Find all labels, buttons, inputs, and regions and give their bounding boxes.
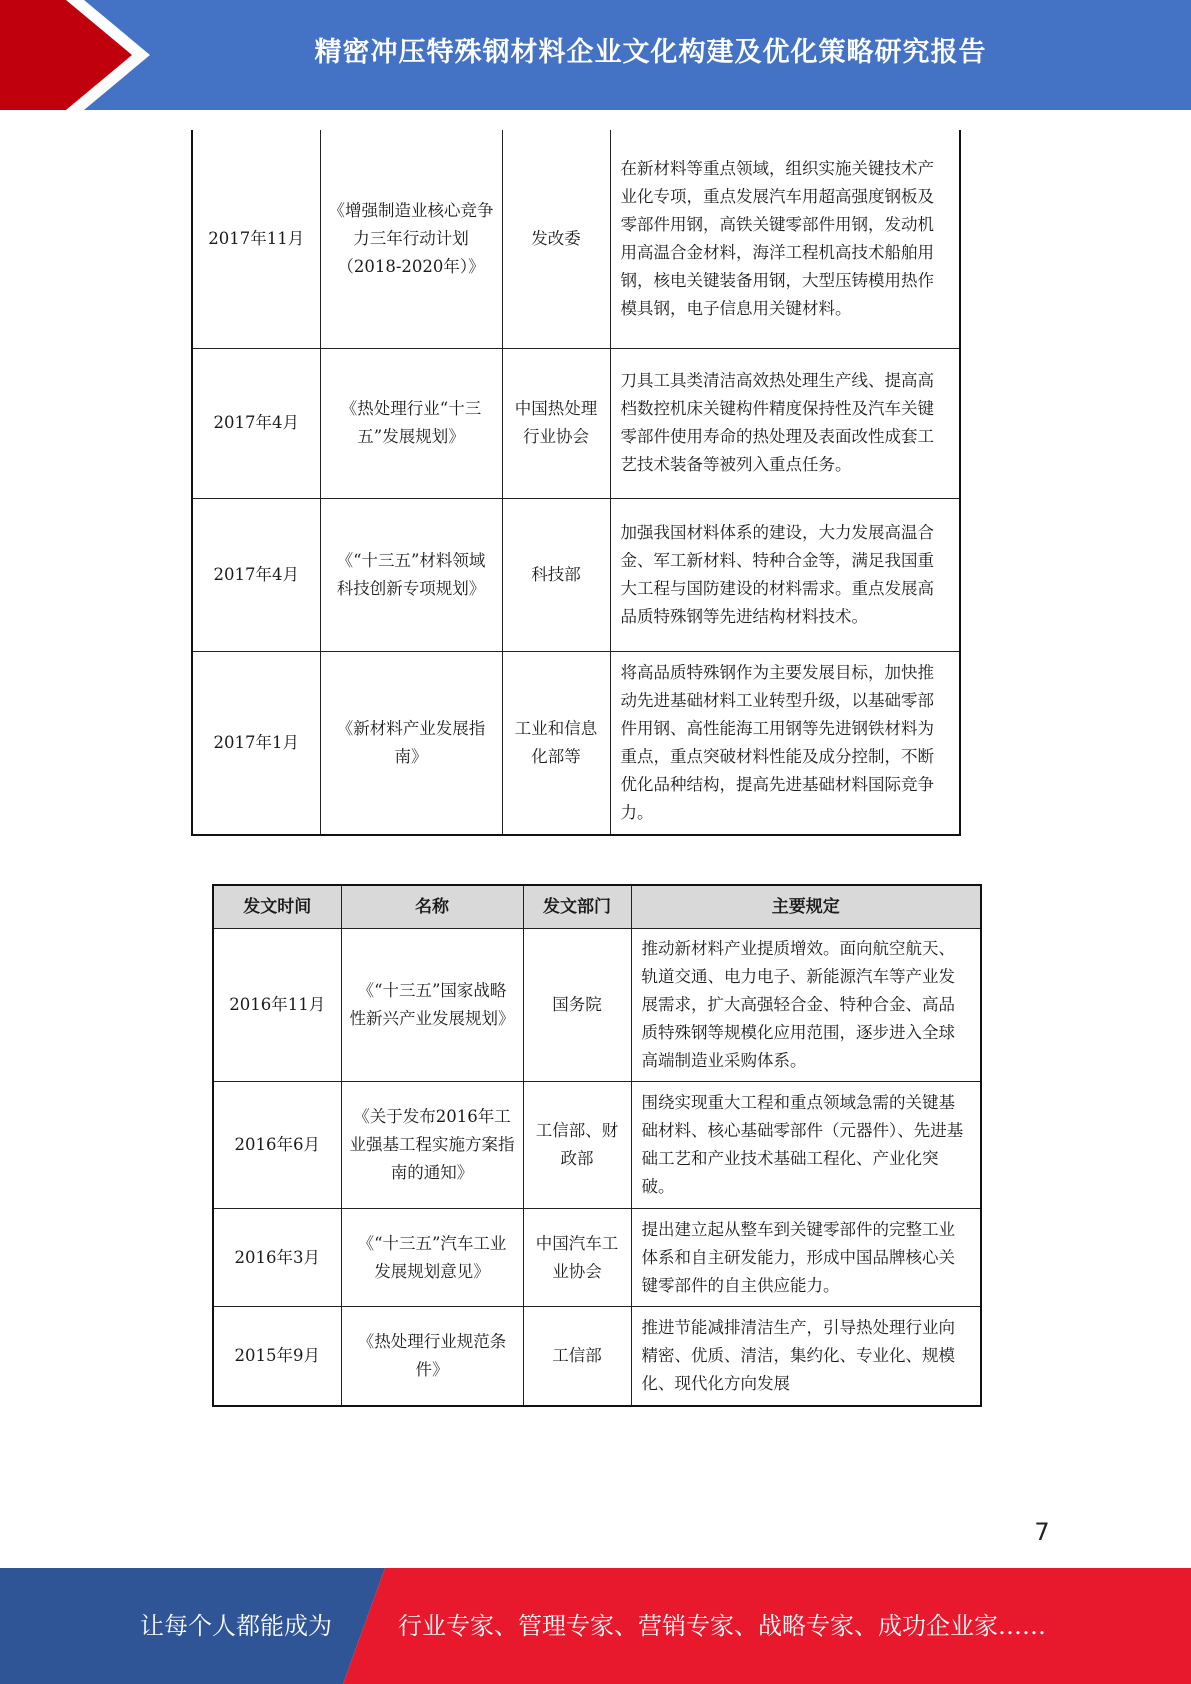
issuing-department: 工信部、财政部 [523,1082,631,1209]
header-document-name: 名称 [341,885,523,929]
table-header-row [213,885,981,929]
table-row [213,1082,981,1209]
issue-date: 2017年4月 [192,348,320,498]
main-provisions: 推进节能减排清洁生产，引导热处理行业向精密、优质、清洁，集约化、专业化、规模化、现代化方向发展 [631,1307,981,1406]
issue-date: 2017年11月 [192,130,320,348]
main-provisions: 提出建立起从整车到关键零部件的完整工业体系和自主研发能力，形成中国品牌核心关键零部件的自主供应能力。 [631,1209,981,1307]
main-provisions: 围绕实现重大工程和重点领域急需的关键基础材料、核心基础零部件（元器件）、先进基础工艺和产业技术基础工程化、产业化突破。 [631,1082,981,1209]
document-name: 《热处理行业规范条件》 [341,1307,523,1406]
issue-date: 2016年3月 [213,1209,341,1307]
document-name: 《热处理行业“十三五”发展规划》 [320,348,502,498]
header-arrow [0,0,132,110]
issuing-department: 中国热处理行业协会 [502,348,610,498]
header-title: 精密冲压特殊钢材料企业文化构建及优化策略研究报告 [314,37,987,68]
issuing-department: 工信部 [523,1307,631,1406]
page-number: 7 [1034,1518,1050,1546]
page-footer [0,1568,1191,1684]
footer-slogan-right: 行业专家、管理专家、营销专家、战略专家、成功企业家…… [398,1612,1046,1640]
document-name: 《关于发布2016年工业强基工程实施方案指南的通知》 [341,1082,523,1209]
issue-date: 2016年11月 [213,929,341,1082]
main-provisions: 推动新材料产业提质增效。面向航空航天、轨道交通、电力电子、新能源汽车等产业发展需求，扩大高强轻合金、特种合金、高品质特殊钢等规模化应用范围，逐步进入全球高端制造业采购体系。 [631,929,981,1082]
header-issuing-department: 发文部门 [523,885,631,929]
table-row [192,651,960,835]
table-row [192,130,960,348]
issue-date: 2017年1月 [192,651,320,835]
table-row [213,1307,981,1406]
table-row [213,929,981,1082]
issuing-department: 发改委 [502,130,610,348]
table-row [192,498,960,651]
document-name: 《“十三五”国家战略性新兴产业发展规划》 [341,929,523,1082]
document-name: 《增强制造业核心竞争力三年行动计划（2018-2020年）》 [320,130,502,348]
header-issue-date: 发文时间 [213,885,341,929]
issuing-department: 工业和信息化部等 [502,651,610,835]
issue-date: 2016年6月 [213,1082,341,1209]
main-provisions: 在新材料等重点领域，组织实施关键技术产业化专项，重点发展汽车用超高强度钢板及零部件用钢，高铁关键零部件用钢，发动机用高温合金材料，海洋工程机高技术船舶用钢，核电关键装备用钢，大型压铸模用热作模具钢，电子信息用关键材料。 [610,130,960,348]
issuing-department: 科技部 [502,498,610,651]
footer-slogan-left: 让每个人都能成为 [140,1612,332,1640]
document-name: 《“十三五”材料领域科技创新专项规划》 [320,498,502,651]
issuing-department: 国务院 [523,929,631,1082]
table-row [192,348,960,498]
header-main-provisions: 主要规定 [631,885,981,929]
main-provisions: 加强我国材料体系的建设，大力发展高温合金、军工新材料、特种合金等，满足我国重大工程与国防建设的材料需求。重点发展高品质特殊钢等先进结构材料技术。 [610,498,960,651]
document-name: 《新材料产业发展指南》 [320,651,502,835]
table-row [213,1209,981,1307]
document-name: 《“十三五”汽车工业发展规划意见》 [341,1209,523,1307]
main-provisions: 刀具工具类清洁高效热处理生产线、提高高档数控机床关键构件精度保持性及汽车关键零部件使用寿命的热处理及表面改性成套工艺技术装备等被列入重点任务。 [610,348,960,498]
policy-table-continued [191,130,961,836]
main-provisions: 将高品质特殊钢作为主要发展目标，加快推动先进基础材料工业转型升级，以基础零部件用钢、高性能海工用钢等先进钢铁材料为重点，重点突破材料性能及成分控制，不断优化品种结构，提高先进基础材料国际竞争力。 [610,651,960,835]
issue-date: 2015年9月 [213,1307,341,1406]
issuing-department: 中国汽车工业协会 [523,1209,631,1307]
issue-date: 2017年4月 [192,498,320,651]
policy-table [212,884,982,1407]
page-header [0,0,1191,110]
